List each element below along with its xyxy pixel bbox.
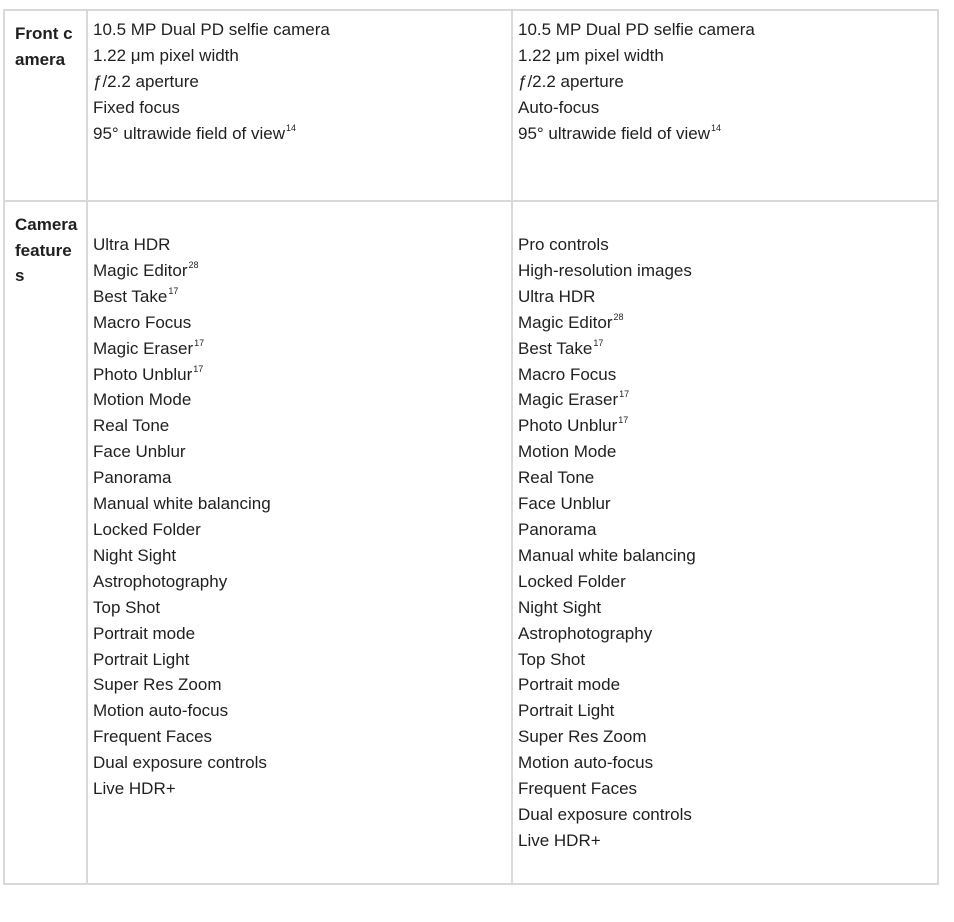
footnote-marker: 17 xyxy=(619,389,630,400)
list-item-text: Manual white balancing xyxy=(518,545,696,565)
list-item xyxy=(518,543,933,569)
list-item xyxy=(518,828,933,854)
spec-comparison-table xyxy=(3,9,939,885)
list-item-text: Panorama xyxy=(518,519,597,539)
list-item xyxy=(93,595,507,621)
list-item-text: Dual exposure controls xyxy=(518,804,692,824)
list-item-text: Magic Editor xyxy=(93,260,188,280)
list-item-text: 10.5 MP Dual PD selfie camera xyxy=(518,20,755,39)
list-item xyxy=(518,491,933,517)
footnote-marker: 17 xyxy=(194,337,205,348)
list-item-text: Photo Unblur xyxy=(518,416,618,436)
list-item xyxy=(518,569,933,595)
list-item-text: Face Unblur xyxy=(518,494,611,514)
list-item xyxy=(518,258,933,284)
list-item-text: Portrait mode xyxy=(518,675,621,695)
list-item xyxy=(93,621,507,647)
list-item-text: Auto-focus xyxy=(518,97,600,117)
list-item xyxy=(518,517,933,543)
list-item-text: Magic Eraser xyxy=(518,390,619,410)
footnote-marker: 28 xyxy=(613,311,624,322)
list-item xyxy=(93,336,507,362)
row-label-cell xyxy=(4,201,87,884)
list-item-text: Super Res Zoom xyxy=(93,675,222,695)
list-item xyxy=(93,121,507,147)
list-item xyxy=(93,258,507,284)
table-row-front-camera xyxy=(4,10,938,201)
list-item-text: Top Shot xyxy=(518,649,586,669)
list-item-text: Face Unblur xyxy=(93,442,186,462)
footnote-marker: 17 xyxy=(193,363,204,374)
list-item xyxy=(518,724,933,750)
list-item xyxy=(518,310,933,336)
footnote-marker: 17 xyxy=(168,285,179,296)
list-item xyxy=(93,698,507,724)
list-item-text: Fixed focus xyxy=(93,97,180,117)
list-item-text: Locked Folder xyxy=(518,571,626,591)
list-item xyxy=(93,647,507,673)
list-item-text: Frequent Faces xyxy=(518,779,638,799)
list-item-text: Real Tone xyxy=(93,416,170,436)
list-item-text: 95° ultrawide field of view xyxy=(93,123,286,143)
spec-cell-column-b xyxy=(512,10,938,201)
list-item-text: Magic Editor xyxy=(518,312,613,332)
list-item xyxy=(93,232,507,258)
list-item-text: Panorama xyxy=(93,468,172,488)
list-item xyxy=(93,543,507,569)
list-item-text: 95° ultrawide field of view xyxy=(518,123,711,143)
list-item xyxy=(93,69,507,95)
list-item xyxy=(93,517,507,543)
footnote-marker: 17 xyxy=(618,415,629,426)
list-item xyxy=(518,284,933,310)
list-item xyxy=(93,439,507,465)
list-item-text: ƒ/2.2 aperture xyxy=(93,71,199,91)
list-item xyxy=(93,569,507,595)
spec-cell-column-b xyxy=(512,201,938,884)
list-item xyxy=(518,387,933,413)
list-item xyxy=(93,284,507,310)
list-item-text: Portrait mode xyxy=(93,623,196,643)
list-item-text: Portrait Light xyxy=(518,701,615,721)
list-item-text: Frequent Faces xyxy=(93,727,213,747)
list-item xyxy=(518,776,933,802)
list-item-text: Macro Focus xyxy=(93,312,192,332)
spec-cell-column-a xyxy=(87,10,512,201)
list-item xyxy=(93,95,507,121)
spec-cell-column-a xyxy=(87,201,512,884)
list-item-text: Portrait Light xyxy=(93,649,190,669)
list-item xyxy=(518,69,933,95)
list-item-text: Macro Focus xyxy=(518,364,617,384)
row-label-front-camera: Front camera xyxy=(15,24,73,69)
list-item-text: Dual exposure controls xyxy=(93,753,267,773)
list-item xyxy=(518,43,933,69)
list-item xyxy=(518,465,933,491)
list-item xyxy=(93,465,507,491)
list-item-text: Astrophotography xyxy=(518,623,653,643)
table-row-camera-features xyxy=(4,201,938,884)
list-item xyxy=(93,491,507,517)
list-item-text: Night Sight xyxy=(93,545,177,565)
list-item xyxy=(518,121,933,147)
footnote-marker: 14 xyxy=(711,122,722,133)
list-item xyxy=(518,95,933,121)
list-item-text: Super Res Zoom xyxy=(518,727,647,747)
list-item-text: Magic Eraser xyxy=(93,338,194,358)
list-item xyxy=(518,595,933,621)
feature-list xyxy=(88,202,511,802)
list-item-text: Motion auto-focus xyxy=(518,753,654,773)
list-item xyxy=(93,724,507,750)
row-label-camera-features: Camera features xyxy=(15,215,78,286)
spec-list xyxy=(513,11,937,147)
list-item-text: ƒ/2.2 aperture xyxy=(518,71,624,91)
list-item-text: Photo Unblur xyxy=(93,364,193,384)
footnote-marker: 28 xyxy=(188,259,199,270)
list-item xyxy=(518,621,933,647)
list-item xyxy=(518,232,933,258)
list-item-text: 10.5 MP Dual PD selfie camera xyxy=(93,20,330,39)
list-item-text: 1.22 μm pixel width xyxy=(518,45,664,65)
list-item-text: Motion Mode xyxy=(518,442,617,462)
list-item-text: Live HDR+ xyxy=(518,830,601,850)
list-item-text: High-resolution images xyxy=(518,260,692,280)
list-item-text: Ultra HDR xyxy=(518,286,596,306)
list-item-text: Live HDR+ xyxy=(93,779,176,799)
row-label-cell xyxy=(4,10,87,201)
footnote-marker: 14 xyxy=(286,122,297,133)
list-item xyxy=(93,310,507,336)
list-item-text: Best Take xyxy=(518,338,593,358)
list-item-text: Astrophotography xyxy=(93,571,228,591)
list-item xyxy=(518,439,933,465)
list-item xyxy=(518,362,933,388)
list-item-text: Manual white balancing xyxy=(93,494,271,514)
list-item-text: Ultra HDR xyxy=(93,235,171,254)
list-item-text: Top Shot xyxy=(93,597,161,617)
list-item xyxy=(518,802,933,828)
list-item-text: Real Tone xyxy=(518,468,595,488)
list-item xyxy=(93,43,507,69)
list-item-text: Pro controls xyxy=(518,235,609,254)
footnote-marker: 17 xyxy=(593,337,604,348)
list-item xyxy=(93,776,507,802)
list-item xyxy=(518,750,933,776)
list-item xyxy=(93,750,507,776)
list-item xyxy=(93,362,507,388)
list-item-text: Motion Mode xyxy=(93,390,192,410)
list-item xyxy=(518,698,933,724)
feature-list xyxy=(513,202,937,854)
list-item xyxy=(518,647,933,673)
list-item-text: Motion auto-focus xyxy=(93,701,229,721)
list-item xyxy=(518,17,933,43)
list-item xyxy=(93,672,507,698)
list-item-text: Night Sight xyxy=(518,597,602,617)
list-item-text: Locked Folder xyxy=(93,519,201,539)
list-item xyxy=(518,413,933,439)
list-item-text: Best Take xyxy=(93,286,168,306)
list-item xyxy=(93,387,507,413)
list-item xyxy=(93,17,507,43)
list-item-text: 1.22 μm pixel width xyxy=(93,45,239,65)
list-item xyxy=(518,672,933,698)
spec-list xyxy=(88,11,511,147)
list-item xyxy=(93,413,507,439)
list-item xyxy=(518,336,933,362)
